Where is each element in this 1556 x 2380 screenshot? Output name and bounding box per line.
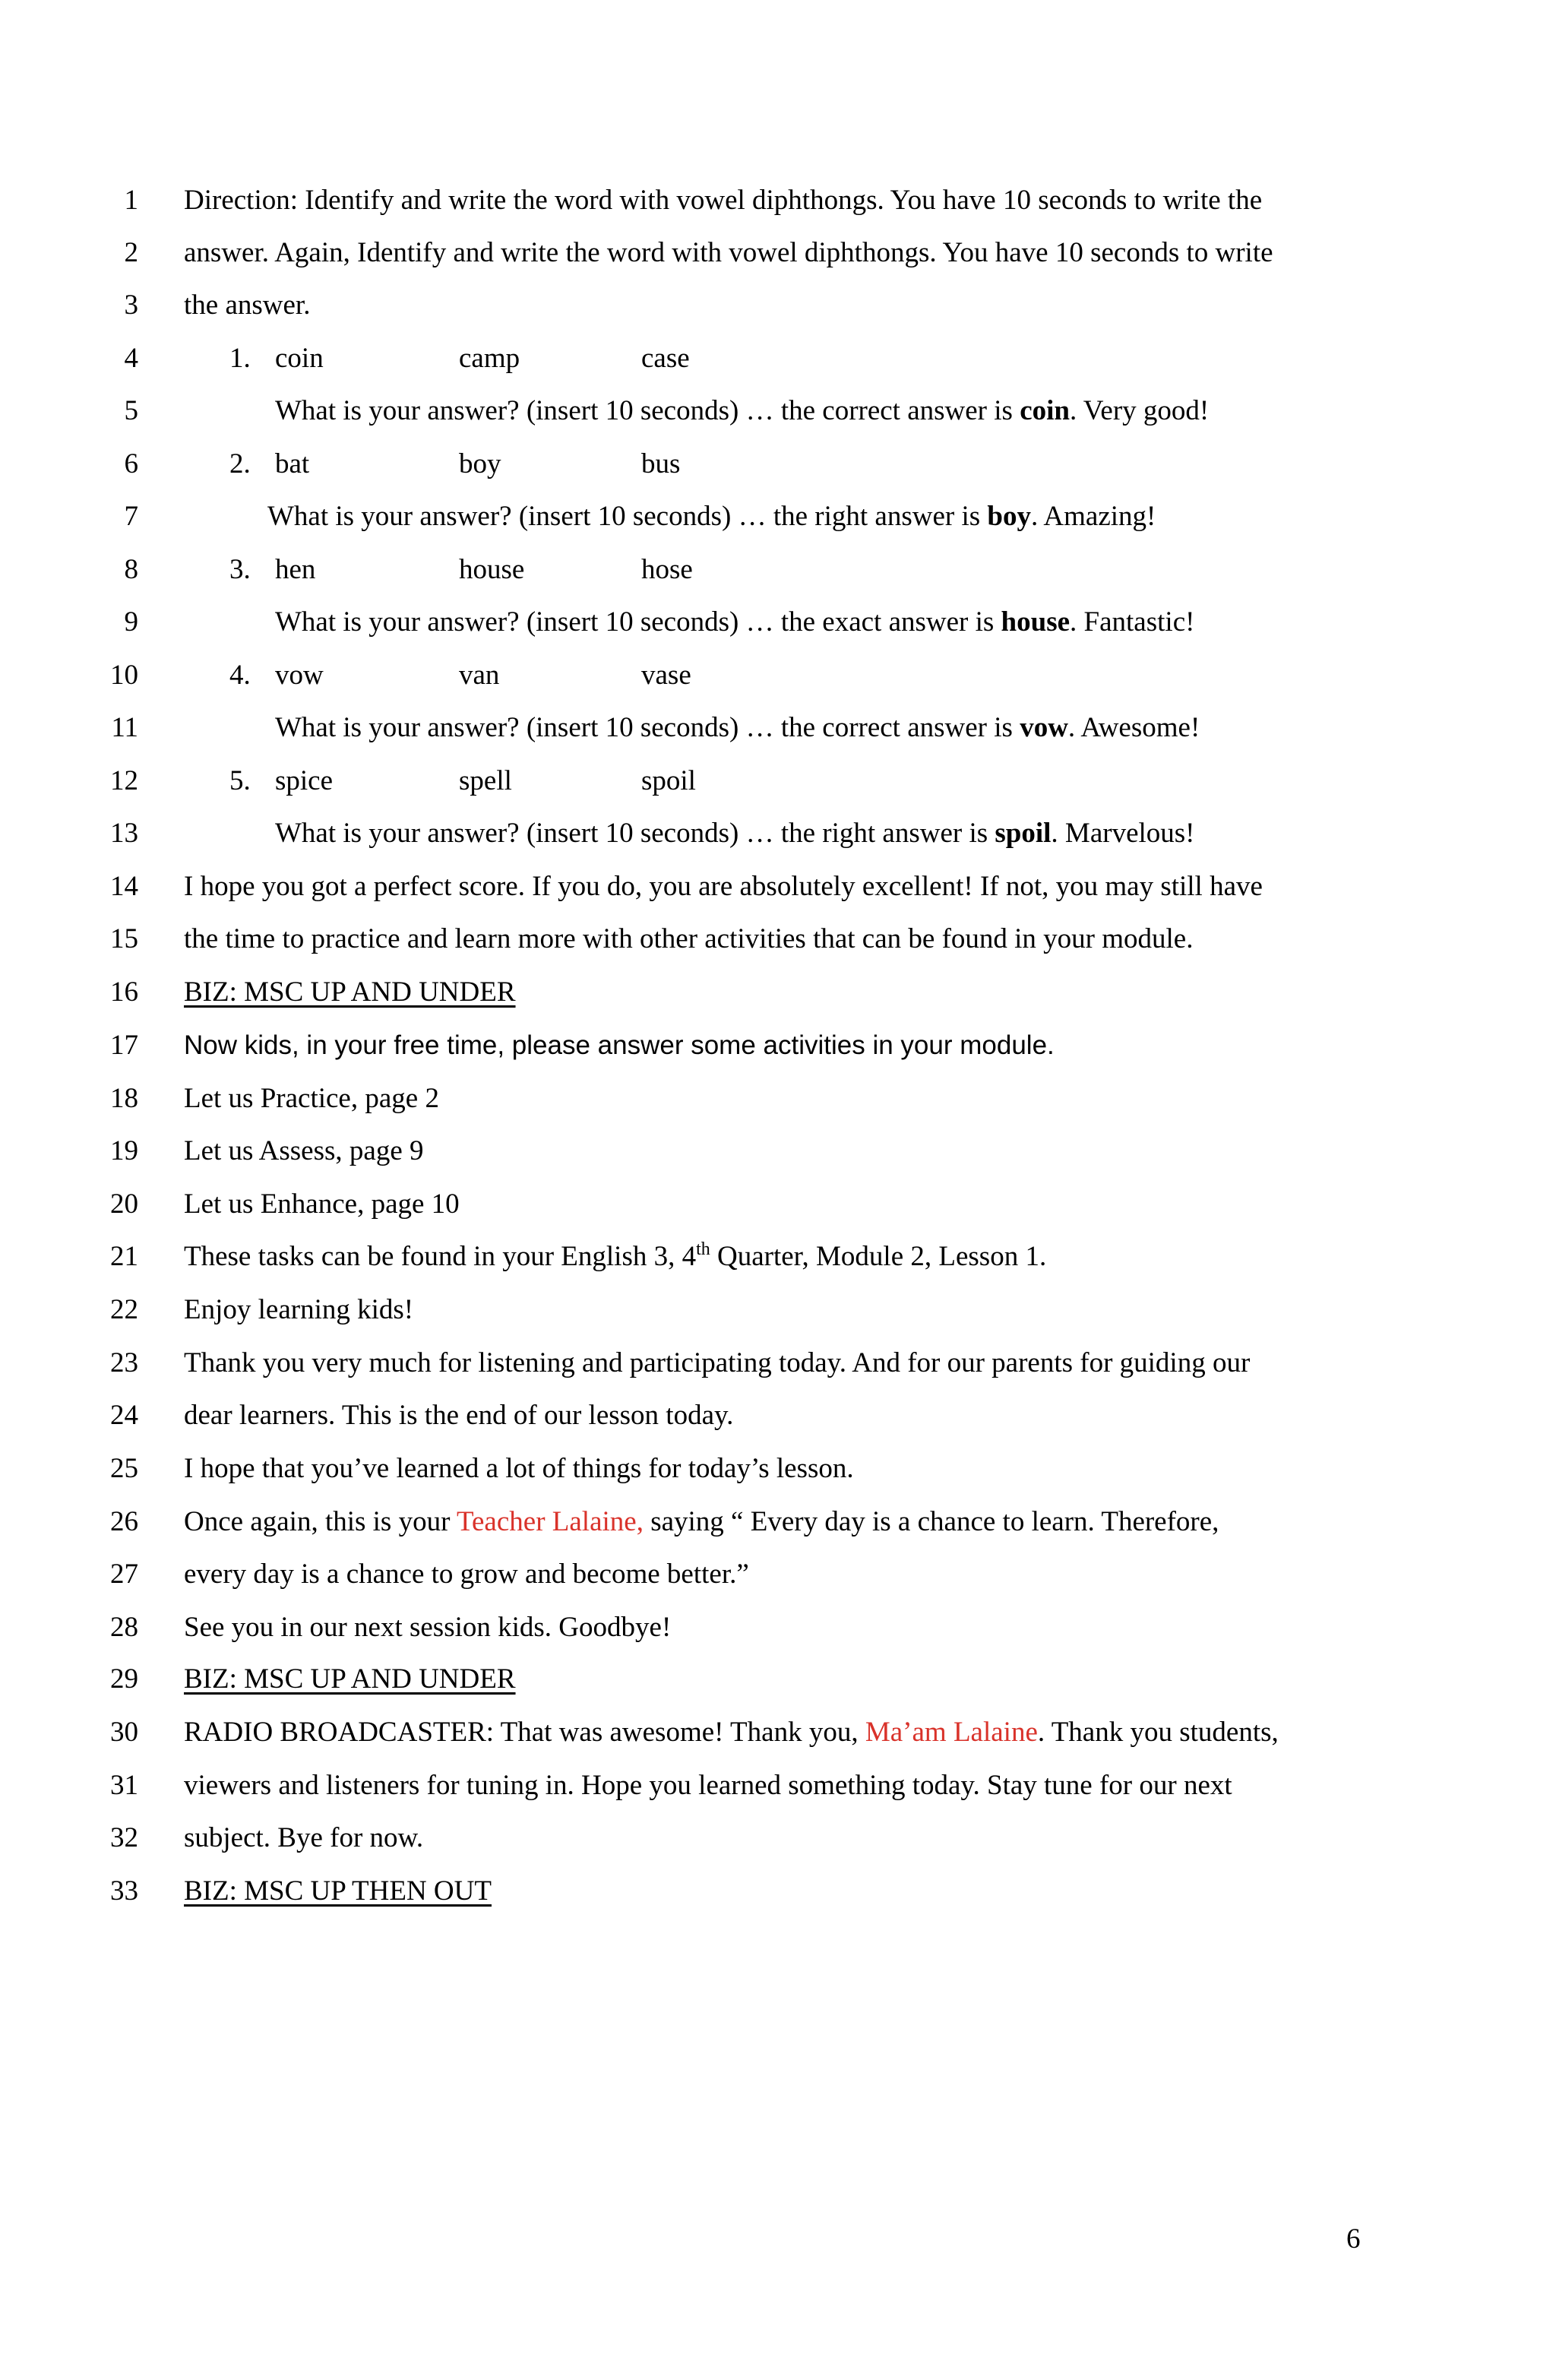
script-line: [0, 1389, 1556, 1442]
option-word: house: [459, 554, 525, 585]
script-line: [0, 1759, 1556, 1812]
praise: . Awesome!: [1067, 712, 1200, 743]
answer-prompt: What is your answer? (insert 10 seconds) … the exact answer is: [275, 606, 1001, 638]
praise: . Fantastic!: [1070, 606, 1195, 638]
activity-reference: Let us Enhance, page 10: [184, 1188, 460, 1220]
script-line: [0, 966, 1556, 1019]
line-number: 2: [124, 237, 138, 268]
script-line: [0, 1072, 1556, 1125]
script-line: [0, 1812, 1556, 1865]
line-number: 29: [110, 1663, 138, 1695]
script-text: [184, 1230, 1046, 1283]
script-line: [0, 1601, 1556, 1654]
answer-word: coin: [1020, 395, 1070, 426]
text-part: saying “ Every day is a chance to learn. Therefore,: [643, 1506, 1219, 1537]
line-number: 19: [110, 1135, 138, 1166]
answer-word: boy: [987, 501, 1031, 532]
answer-sentence: [267, 490, 1156, 543]
line-number: 28: [110, 1612, 138, 1643]
option-word: spell: [459, 765, 512, 796]
script-line: [0, 1442, 1556, 1495]
line-number: 6: [124, 448, 138, 479]
direction-text: answer. Again, Identify and write the word with vowel diphthongs. You have 10 seconds to write: [184, 237, 1273, 268]
direction-text: the answer.: [184, 290, 311, 321]
activity-reference: Let us Assess, page 9: [184, 1135, 424, 1166]
line-number: 8: [124, 554, 138, 585]
option-word: spice: [275, 765, 334, 796]
line-number: 3: [124, 290, 138, 321]
script-line: [0, 1230, 1556, 1283]
answer-prompt: What is your answer? (insert 10 seconds) … the right answer is: [275, 818, 995, 849]
answer-word: vow: [1020, 712, 1068, 743]
answer-sentence: [275, 701, 1200, 755]
item-number: 3.: [229, 554, 251, 585]
item-number: 2.: [229, 448, 251, 479]
line-number: 16: [110, 976, 138, 1008]
line-number: 7: [124, 501, 138, 532]
line-number: 30: [110, 1717, 138, 1748]
script-line: [0, 226, 1556, 280]
quiz-item-options: [0, 543, 1556, 597]
option-word: hen: [275, 554, 316, 585]
script-text: every day is a chance to grow and become better.”: [184, 1559, 749, 1590]
script-line: [0, 1653, 1556, 1706]
item-number: 1.: [229, 343, 251, 374]
script-line: [0, 1337, 1556, 1390]
script-line: [0, 1125, 1556, 1178]
option-word: bus: [641, 448, 681, 479]
script-text: Thank you very much for listening and participating today. And for our parents for guiding our: [184, 1347, 1251, 1378]
script-text: dear learners. This is the end of our lesson today.: [184, 1400, 734, 1431]
answer-sentence: [275, 596, 1194, 649]
teacher-name: Teacher Lalaine,: [456, 1506, 644, 1537]
line-number: 17: [110, 1030, 138, 1061]
text-part: These tasks can be found in your English 3, 4: [184, 1241, 697, 1272]
line-number: 31: [110, 1770, 138, 1801]
line-number: 15: [110, 923, 138, 954]
script-line: [0, 860, 1556, 913]
quiz-item-options: [0, 649, 1556, 702]
direction-text: Direction: Identify and write the word with vowel diphthongs. You have 10 seconds to write the: [184, 185, 1263, 216]
script-text: subject. Bye for now.: [184, 1822, 424, 1853]
script-line: [0, 1706, 1556, 1759]
script-text: [184, 1706, 1279, 1759]
option-word: camp: [459, 343, 520, 374]
script-line: [0, 1865, 1556, 1918]
quiz-item-options: [0, 438, 1556, 491]
option-word: hose: [641, 554, 693, 585]
answer-prompt: What is your answer? (insert 10 seconds) … the correct answer is: [275, 395, 1020, 426]
script-line: [0, 1178, 1556, 1231]
script-text: I hope that you’ve learned a lot of things for today’s lesson.: [184, 1453, 854, 1484]
answer-prompt: What is your answer? (insert 10 seconds) … the right answer is: [267, 501, 988, 532]
line-number: 27: [110, 1559, 138, 1590]
option-word: coin: [275, 343, 324, 374]
script-text: [184, 1495, 1219, 1549]
music-cue: BIZ: MSC UP AND UNDER: [184, 1663, 516, 1695]
option-word: spoil: [641, 765, 696, 796]
answer-sentence: [275, 385, 1209, 438]
script-line: [0, 279, 1556, 332]
line-number: 26: [110, 1506, 138, 1537]
page-number: 6: [1346, 2223, 1361, 2255]
script-line: [0, 1283, 1556, 1337]
line-number: 25: [110, 1453, 138, 1484]
answer-word: spoil: [995, 818, 1052, 849]
line-number: 24: [110, 1400, 138, 1431]
quiz-item-answer: [0, 701, 1556, 755]
line-number: 18: [110, 1083, 138, 1114]
script-text: Enjoy learning kids!: [184, 1294, 414, 1325]
quiz-item-options: [0, 755, 1556, 808]
quiz-item-answer: [0, 490, 1556, 543]
option-word: van: [459, 660, 500, 691]
option-word: vase: [641, 660, 691, 691]
line-number: 4: [124, 343, 138, 374]
ordinal-suffix: th: [696, 1239, 710, 1259]
script-text: See you in our next session kids. Goodbye!: [184, 1612, 672, 1643]
quiz-item-options: [0, 332, 1556, 385]
praise: . Very good!: [1069, 395, 1210, 426]
line-number: 12: [110, 765, 138, 796]
line-number: 5: [124, 395, 138, 426]
script-line: [0, 174, 1556, 227]
line-number: 11: [111, 712, 138, 743]
quiz-item-answer: [0, 596, 1556, 649]
text-part: . Thank you students,: [1037, 1717, 1279, 1748]
answer-sentence: [275, 807, 1195, 860]
music-cue: BIZ: MSC UP THEN OUT: [184, 1875, 492, 1907]
text-part: Once again, this is your: [184, 1506, 457, 1537]
line-number: 32: [110, 1822, 138, 1853]
text-part: Quarter, Module 2, Lesson 1.: [710, 1241, 1047, 1272]
script-text: Now kids, in your free time, please answer some activities in your module.: [184, 1030, 1055, 1060]
script-line: [0, 1495, 1556, 1549]
quiz-item-answer: [0, 807, 1556, 860]
quiz-item-answer: [0, 385, 1556, 438]
line-number: 1: [124, 185, 138, 216]
script-text: I hope you got a perfect score. If you do, you are absolutely excellent! If not, you may still have: [184, 871, 1263, 902]
script-line: [0, 1019, 1556, 1072]
activity-reference: Let us Practice, page 2: [184, 1083, 439, 1114]
line-number: 20: [110, 1188, 138, 1220]
option-word: bat: [275, 448, 310, 479]
item-number: 5.: [229, 765, 251, 796]
line-number: 33: [110, 1875, 138, 1907]
script-text: viewers and listeners for tuning in. Hope you learned something today. Stay tune for our next: [184, 1770, 1232, 1801]
option-word: boy: [459, 448, 501, 479]
teacher-name: Ma’am Lalaine: [865, 1717, 1038, 1748]
option-word: case: [641, 343, 690, 374]
music-cue: BIZ: MSC UP AND UNDER: [184, 976, 516, 1008]
answer-word: house: [1001, 606, 1071, 638]
praise: . Marvelous!: [1051, 818, 1195, 849]
text-part: RADIO BROADCASTER: That was awesome! Thank you,: [184, 1717, 865, 1748]
line-number: 10: [110, 660, 138, 691]
line-number: 13: [110, 818, 138, 849]
option-word: vow: [275, 660, 324, 691]
line-number: 14: [110, 871, 138, 902]
answer-prompt: What is your answer? (insert 10 seconds) … the correct answer is: [275, 712, 1020, 743]
item-number: 4.: [229, 660, 251, 691]
script-line: [0, 1548, 1556, 1601]
line-number: 23: [110, 1347, 138, 1378]
line-number: 22: [110, 1294, 138, 1325]
line-number: 9: [124, 606, 138, 638]
script-line: [0, 913, 1556, 966]
praise: . Amazing!: [1030, 501, 1156, 532]
script-text: the time to practice and learn more with other activities that can be found in your module.: [184, 923, 1194, 954]
line-number: 21: [110, 1241, 138, 1272]
